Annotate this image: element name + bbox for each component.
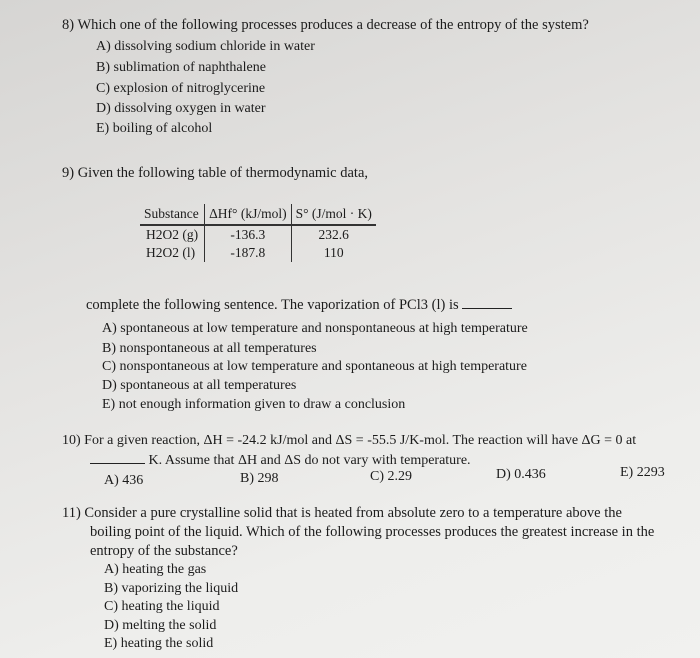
answer-blank (462, 308, 512, 309)
table-cell: -187.8 (205, 244, 291, 262)
q10-option-d: D) 0.436 (496, 467, 546, 482)
q8-option-a: A) dissolving sodium chloride in water (96, 39, 315, 54)
q9-sentence-text: complete the following sentence. The vaporization of PCl3 (l) is (86, 297, 459, 313)
q10-line2-text: K. Assume that ΔH and ΔS do not vary with temperature. (148, 453, 471, 468)
q9-question: 9) Given the following table of thermodynamic data, (62, 165, 369, 181)
q11-question-line2: boiling point of the liquid. Which of the following processes produces the greatest increase in the (90, 524, 655, 540)
q9-option-d: D) spontaneous at all temperatures (102, 378, 297, 393)
q10-option-c: C) 2.29 (370, 469, 412, 484)
q10-option-a: A) 436 (104, 473, 144, 488)
q10-question-line1: 10) For a given reaction, ΔH = -24.2 kJ/mol and ΔS = -55.5 J/K-mol. The reaction will have ΔG = 0 at (62, 433, 637, 448)
q11-question-line3: entropy of the substance? (90, 543, 238, 559)
table-header: S° (J/mol · K) (291, 204, 376, 225)
answer-blank (90, 463, 145, 464)
q11-option-c: C) heating the liquid (104, 599, 220, 614)
table-cell: H2O2 (l) (146, 245, 196, 260)
table-header: ΔHf° (kJ/mol) (205, 204, 291, 225)
table-row (140, 244, 376, 262)
q8-option-b: B) sublimation of naphthalene (96, 60, 266, 75)
q10-question-line2 (90, 452, 471, 470)
q8-option-e: E) boiling of alcohol (96, 121, 213, 136)
table-cell: H2O2 (g) (146, 227, 199, 242)
table-row (140, 225, 376, 244)
q8-option-d: D) dissolving oxygen in water (96, 101, 266, 116)
table-cell: -136.3 (205, 225, 291, 244)
q11-option-b: B) vaporizing the liquid (104, 581, 239, 596)
q9-sentence (86, 296, 512, 314)
q11-option-a: A) heating the gas (104, 562, 207, 577)
q8-question: 8) Which one of the following processes produces a decrease of the entropy of the system? (62, 17, 589, 33)
table-header: Substance (140, 204, 205, 225)
q9-option-b: B) nonspontaneous at all temperatures (102, 341, 317, 356)
q8-option-c: C) explosion of nitroglycerine (96, 81, 266, 96)
thermo-data-table (140, 204, 376, 262)
q11-question-line1: 11) Consider a pure crystalline solid that is heated from absolute zero to a temperature above the (62, 505, 622, 521)
q10-option-e: E) 2293 (620, 465, 665, 480)
q9-option-a: A) spontaneous at low temperature and nonspontaneous at high temperature (102, 321, 528, 336)
q10-option-b: B) 298 (240, 471, 279, 486)
table-header-row (140, 204, 376, 225)
q11-option-d: D) melting the solid (104, 618, 217, 633)
q11-option-e: E) heating the solid (104, 636, 214, 651)
q9-option-c: C) nonspontaneous at low temperature and spontaneous at high temperature (102, 359, 527, 374)
table-cell: 232.6 (291, 225, 376, 244)
q9-option-e: E) not enough information given to draw a conclusion (102, 397, 406, 412)
table-cell: 110 (291, 244, 376, 262)
